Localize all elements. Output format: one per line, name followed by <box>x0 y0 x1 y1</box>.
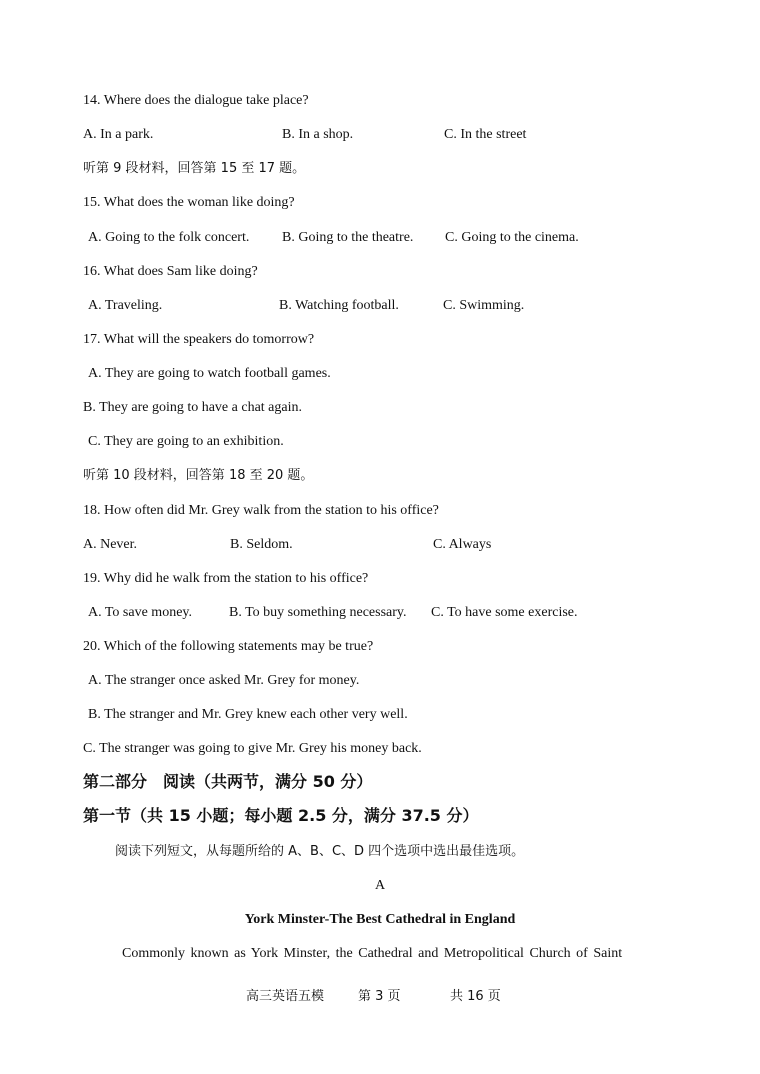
question-17: 17. What will the speakers do tomorrow? <box>83 332 315 347</box>
section-instruction-9: 听第 9 段材料，回答第 15 至 17 题。 <box>83 161 306 176</box>
option-c: C. Always <box>433 537 492 552</box>
question-16: 16. What does Sam like doing? <box>83 264 258 279</box>
options-16 <box>83 297 683 315</box>
option-a: A. They are going to watch football games. <box>88 366 331 381</box>
section-instruction-10: 听第 10 段材料，回答第 18 至 20 题。 <box>83 468 314 483</box>
option-a: A. To save money. <box>88 605 193 620</box>
section-heading: 第一节（共 15 小题；每小题 2.5 分，满分 37.5 分） <box>83 806 479 825</box>
option-b: B. Going to the theatre. <box>282 230 414 245</box>
option-b: B. They are going to have a chat again. <box>83 400 302 415</box>
option-c: C. Swimming. <box>443 298 525 313</box>
footer-total: 共 16 页 <box>450 989 501 1004</box>
question-15: 15. What does the woman like doing? <box>83 195 295 210</box>
footer-exam: 高三英语五模 <box>246 989 325 1004</box>
option-a: A. The stranger once asked Mr. Grey for money. <box>88 673 360 688</box>
option-c: C. They are going to an exhibition. <box>88 434 284 449</box>
options-18 <box>83 536 683 554</box>
option-c: C. Going to the cinema. <box>445 230 579 245</box>
option-b: B. Seldom. <box>230 537 293 552</box>
question-20: 20. Which of the following statements may be true? <box>83 639 374 654</box>
passage-text: Commonly known as York Minster, the Cathedral and Metropolitical Church of Saint <box>122 946 623 961</box>
passage-title: York Minster-The Best Cathedral in England <box>244 912 516 927</box>
option-b: B. Watching football. <box>279 298 399 313</box>
option-a: A. Traveling. <box>88 298 163 313</box>
option-c: C. In the street <box>444 127 527 142</box>
options-14 <box>83 126 683 144</box>
reading-instruction: 阅读下列短文，从每题所给的 A、B、C、D 四个选项中选出最佳选项。 <box>115 844 525 859</box>
option-a: A. In a park. <box>83 127 154 142</box>
option-b: B. In a shop. <box>282 127 354 142</box>
option-b: B. To buy something necessary. <box>229 605 407 620</box>
options-19 <box>83 604 683 622</box>
passage-letter: A <box>374 878 386 893</box>
option-a: A. Never. <box>83 537 138 552</box>
page-footer <box>0 985 760 1003</box>
question-14: 14. Where does the dialogue take place? <box>83 93 309 108</box>
option-b: B. The stranger and Mr. Grey knew each other very well. <box>88 707 408 722</box>
question-18: 18. How often did Mr. Grey walk from the station to his office? <box>83 503 439 518</box>
question-19: 19. Why did he walk from the station to his office? <box>83 571 369 586</box>
option-c: C. To have some exercise. <box>431 605 578 620</box>
footer-page: 第 3 页 <box>358 989 401 1004</box>
option-c: C. The stranger was going to give Mr. Grey his money back. <box>83 741 422 756</box>
options-15 <box>83 229 683 247</box>
option-a: A. Going to the folk concert. <box>88 230 250 245</box>
part-heading: 第二部分 阅读（共两节，满分 50 分） <box>83 772 373 791</box>
